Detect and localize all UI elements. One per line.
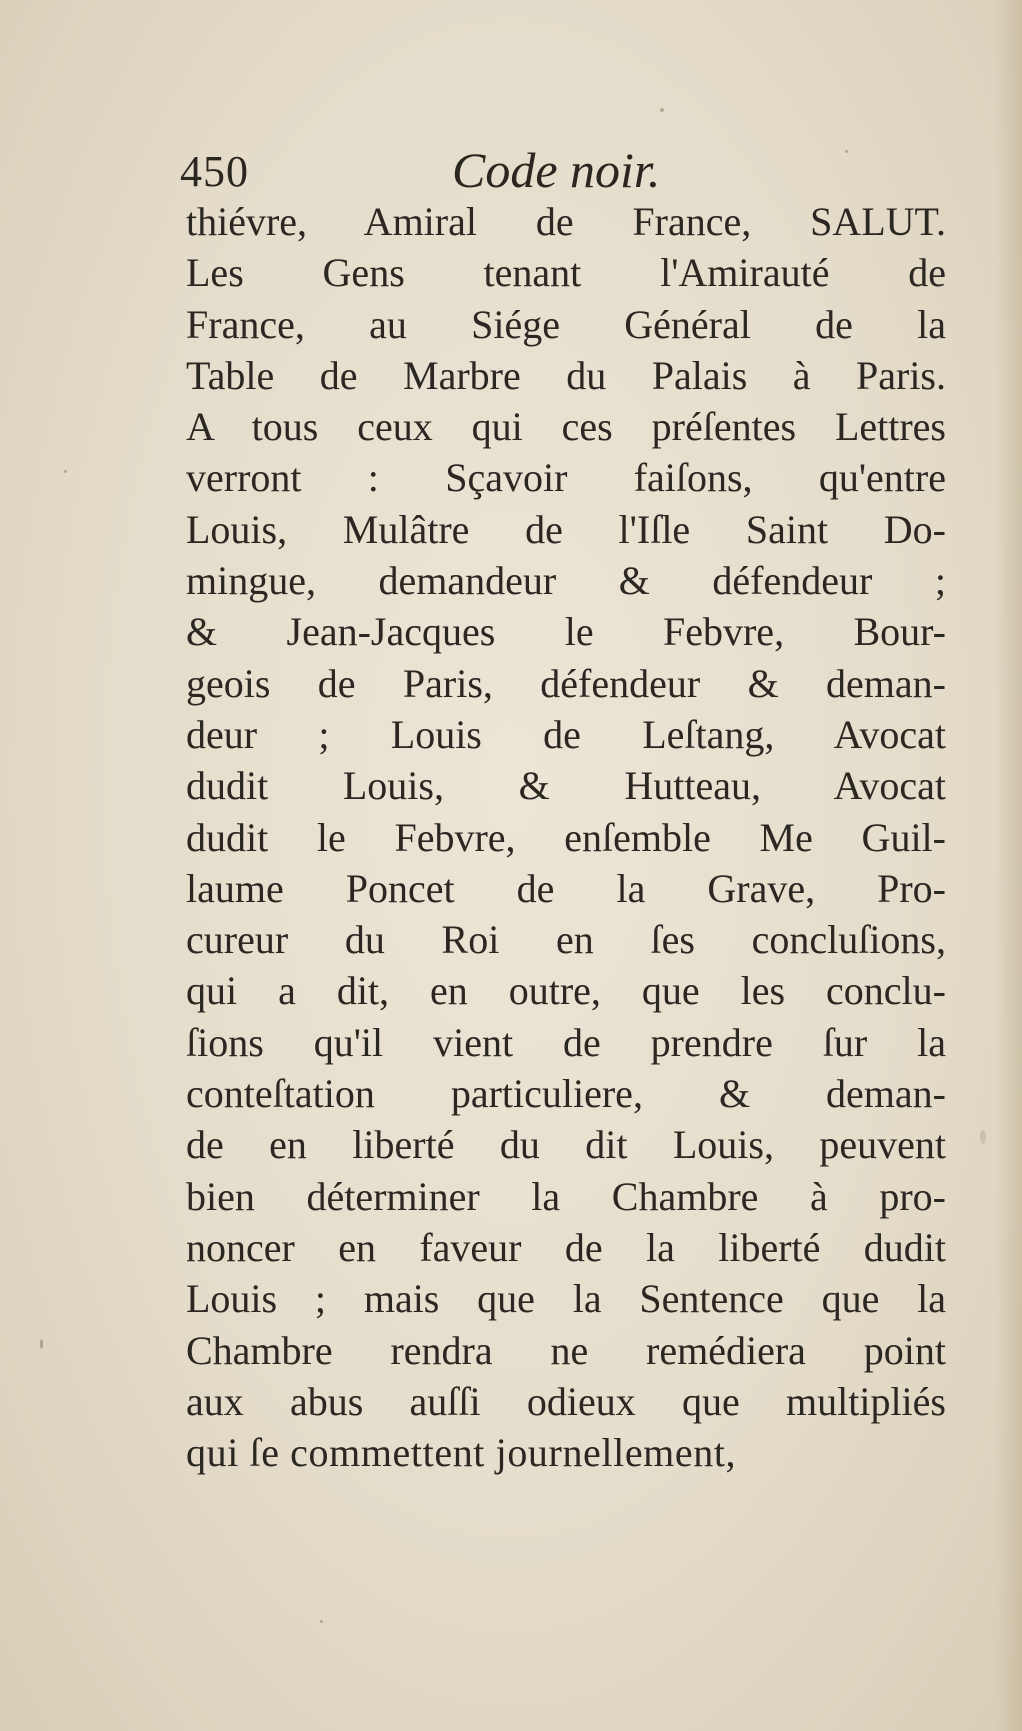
text-line: laume Poncet de la Grave, Pro- bbox=[186, 865, 946, 911]
text-line: cureur du Roi en ſes concluſions, bbox=[186, 917, 946, 963]
text-line: Louis, Mulâtre de l'Iſle Saint Do- bbox=[186, 506, 946, 552]
body-text bbox=[186, 196, 946, 1478]
text-line: Les Gens tenant l'Amirauté de bbox=[186, 250, 946, 296]
page-edge-shadow bbox=[996, 0, 1022, 1731]
text-line: aux abus auſſi odieux que multipliés bbox=[186, 1378, 946, 1424]
text-line: Chambre rendra ne remédiera point bbox=[186, 1327, 946, 1373]
text-line: Louis ; mais que la Sentence que la bbox=[186, 1276, 946, 1322]
text-line: A tous ceux qui ces préſentes Lettres bbox=[186, 404, 946, 450]
text-line: bien déterminer la Chambre à pro- bbox=[186, 1173, 946, 1219]
page-number: 450 bbox=[180, 147, 249, 196]
text-line: deur ; Louis de Leſtang, Avocat bbox=[186, 711, 946, 757]
paper-fleck bbox=[320, 1620, 323, 1623]
paper-fleck bbox=[40, 1340, 43, 1348]
text-line: & Jean-Jacques le Febvre, Bour- bbox=[186, 609, 946, 655]
running-title: Code noir. bbox=[452, 142, 661, 198]
text-line: conteſtation particuliere, & deman- bbox=[186, 1071, 946, 1117]
paper-fleck bbox=[660, 108, 664, 112]
text-line: Table de Marbre du Palais à Paris. bbox=[186, 352, 946, 398]
text-line: France, au Siége Général de la bbox=[186, 301, 946, 347]
text-line: geois de Paris, défendeur & deman- bbox=[186, 660, 946, 706]
text-line: mingue, demandeur & défendeur ; bbox=[186, 558, 946, 604]
text-line: dudit Louis, & Hutteau, Avocat bbox=[186, 763, 946, 809]
text-line: qui a dit, en outre, que les conclu- bbox=[186, 968, 946, 1014]
paper-fleck bbox=[980, 1130, 986, 1144]
text-line: de en liberté du dit Louis, peuvent bbox=[186, 1122, 946, 1168]
text-line: qui ſe commettent journellement, bbox=[186, 1430, 737, 1476]
text-line: dudit le Febvre, enſemble Me Guil- bbox=[186, 814, 946, 860]
text-line: thiévre, Amiral de France, SALUT. bbox=[186, 199, 946, 244]
paper-fleck bbox=[64, 470, 67, 473]
text-line: noncer en faveur de la liberté dudit bbox=[186, 1224, 946, 1270]
text-line: ſions qu'il vient de prendre ſur la bbox=[186, 1019, 946, 1065]
text-line: verront : Sçavoir faiſons, qu'entre bbox=[186, 455, 946, 501]
